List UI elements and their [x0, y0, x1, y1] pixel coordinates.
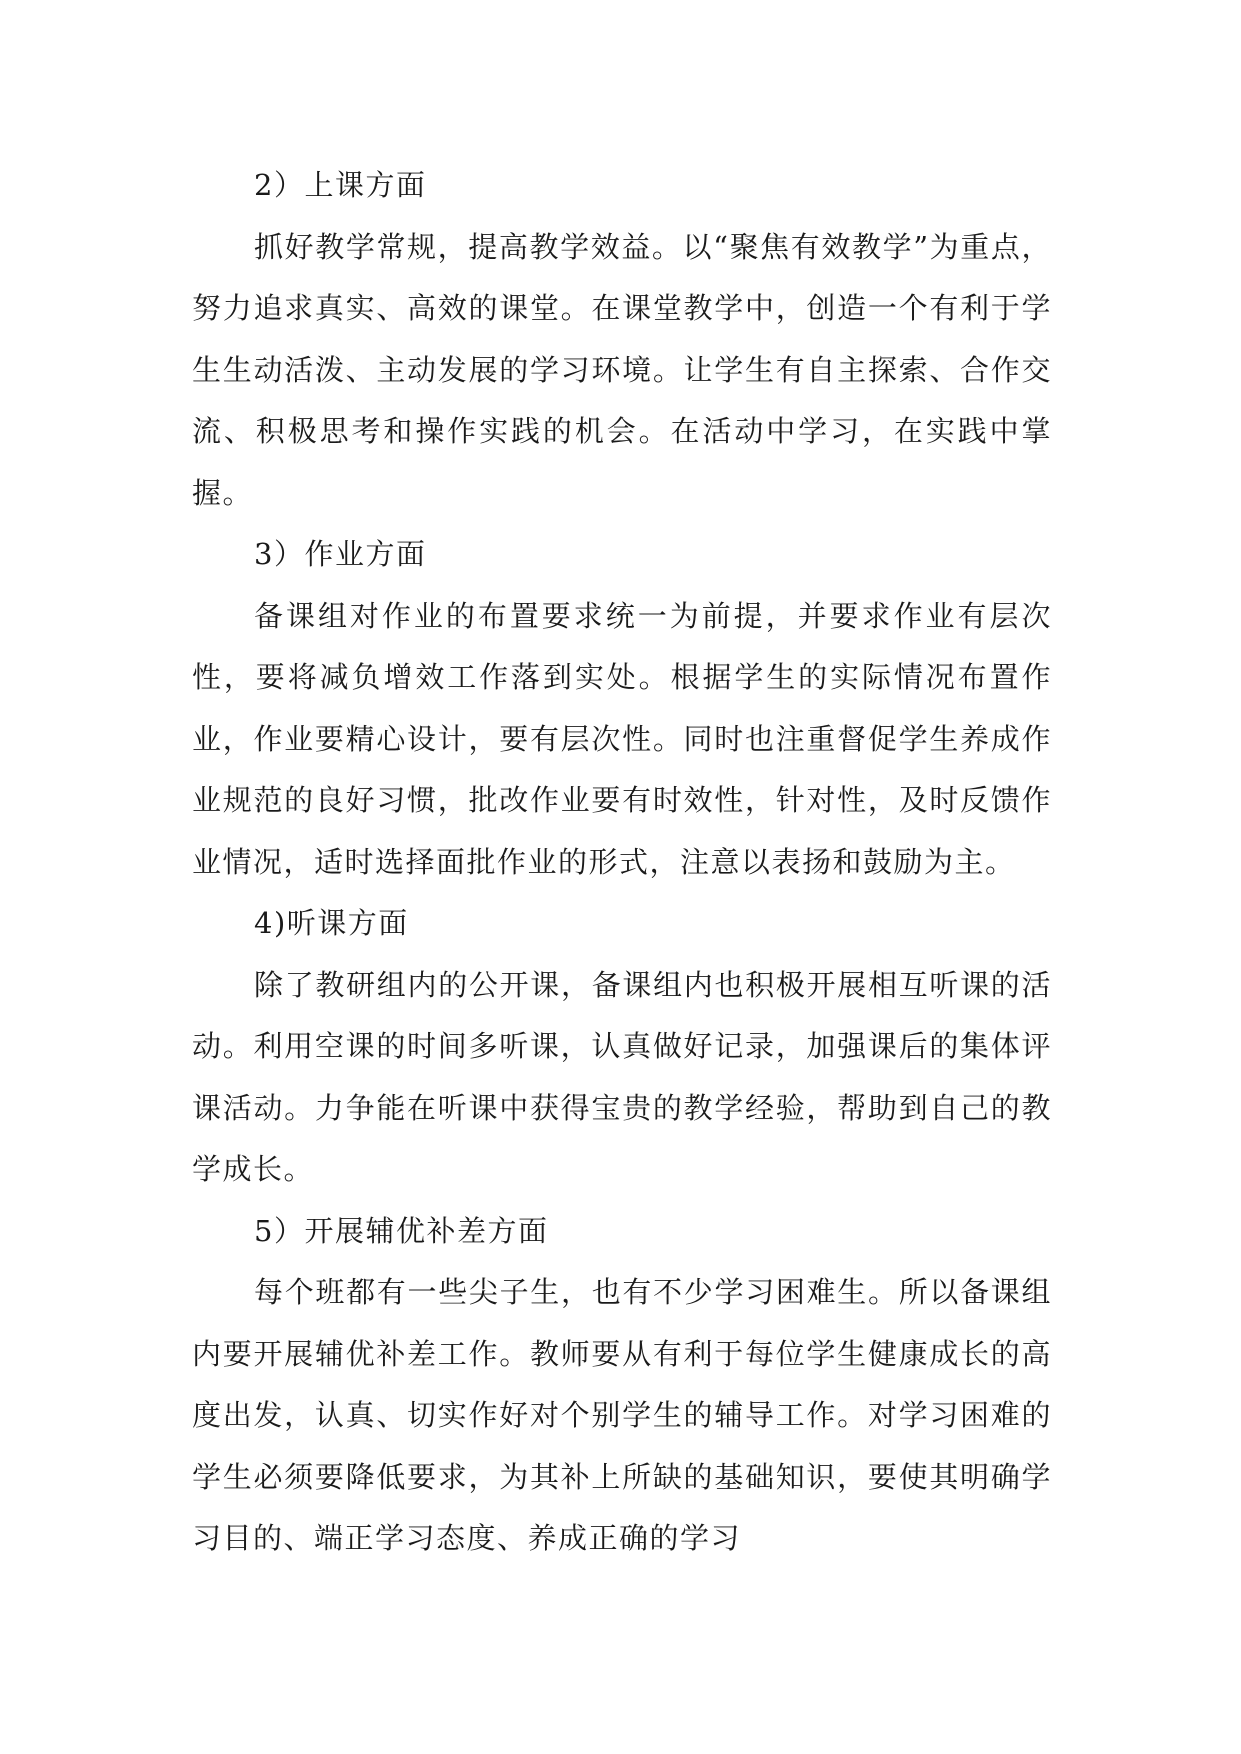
document-body	[192, 155, 1052, 1570]
paragraph-homework: 备课组对作业的布置要求统一为前提，并要求作业有层次性，要将减负增效工作落到实处。根据学生的实际情况布置作业，作业要精心设计，要有层次性。同时也注重督促学生养成作业规范的良好习惯，批改作业要有时效性，针对性，及时反馈作业情况，适时选择面批作业的形式，注意以表扬和鼓励为主。	[192, 598, 1052, 879]
paragraph-observation: 除了教研组内的公开课，备课组内也积极开展相互听课的活动。利用空课的时间多听课，认真做好记录，加强课后的集体评课活动。力争能在听课中获得宝贵的教学经验，帮助到自己的教学成长。	[192, 967, 1052, 1186]
paragraph-lesson: 抓好教学常规，提高教学效益。以“聚焦有效教学”为重点，努力追求真实、高效的课堂。在课堂教学中，创造一个有利于学生生动活泼、主动发展的学习环境。让学生有自主探索、合作交流、积极思考和操作实践的机会。在活动中学习，在实践中掌握。	[192, 229, 1052, 510]
section-heading-observation: 4)听课方面	[254, 906, 409, 940]
section-heading-lesson: 2）上课方面	[254, 168, 427, 202]
paragraph-tutoring: 每个班都有一些尖子生，也有不少学习困难生。所以备课组内要开展辅优补差工作。教师要从有利于每位学生健康成长的高度出发，认真、切实作好对个别学生的辅导工作。对学习困难的学生必须要降低要求，为其补上所缺的基础知识，要使其明确学习目的、端正学习态度、养成正确的学习	[192, 1275, 1052, 1555]
section-heading-tutoring: 5）开展辅优补差方面	[254, 1213, 549, 1248]
section-heading-homework: 3）作业方面	[254, 537, 427, 571]
